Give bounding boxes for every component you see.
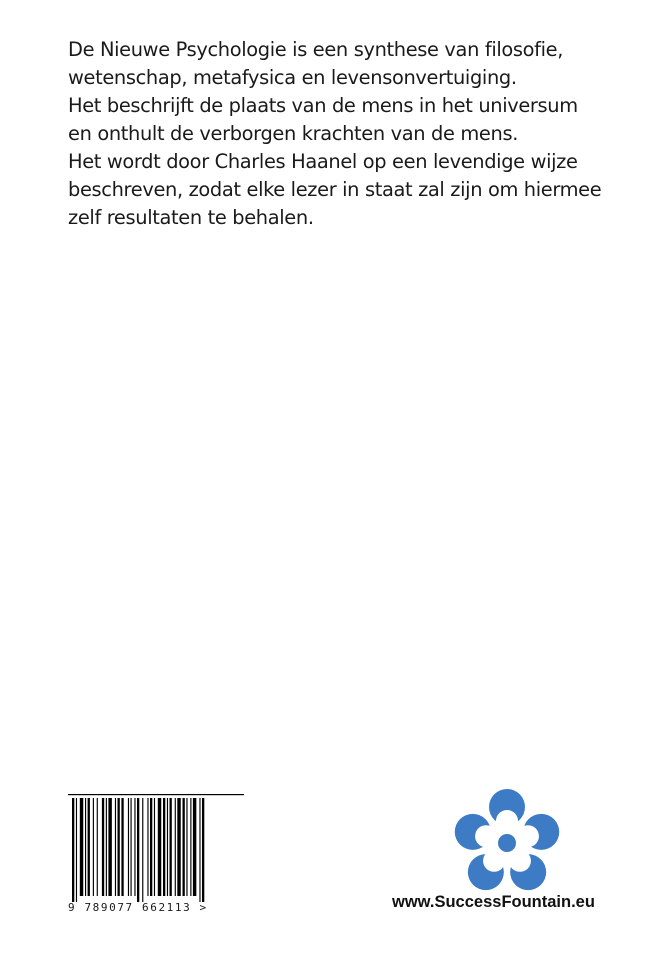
- barcode-bar: [115, 798, 116, 896]
- barcode-bar: [128, 798, 129, 896]
- blurb-line: zelf resultaten te behalen.: [68, 206, 314, 229]
- barcode-bar: [121, 798, 123, 896]
- barcode-bar: [147, 798, 148, 896]
- publisher-url: www.SuccessFountain.eu: [392, 893, 595, 911]
- barcode-bar: [190, 798, 191, 896]
- barcode-bar: [80, 798, 83, 896]
- barcode-bar: [150, 798, 152, 896]
- barcode-bar: [106, 798, 107, 896]
- success-fountain-logo-icon: [452, 788, 562, 898]
- barcode-bars: [68, 790, 244, 902]
- barcode-bar: [93, 798, 94, 896]
- logo-petal-notch: [475, 825, 497, 847]
- barcode-bar: [108, 798, 111, 896]
- barcode-bar: [72, 798, 74, 902]
- blurb-line: Het beschrijft de plaats van de mens in het universum: [68, 94, 578, 117]
- logo-petal-notch: [517, 825, 539, 847]
- barcode-bar: [170, 798, 172, 896]
- barcode-bar: [97, 798, 98, 896]
- barcode-bar: [193, 798, 196, 896]
- barcode-digits: 9 789077 662113 >: [68, 901, 208, 914]
- blurb-line: beschreven, zodat elke lezer in staat zal zijn om hiermee: [68, 178, 602, 201]
- barcode-bar: [175, 798, 176, 896]
- barcode-bar: [85, 798, 86, 896]
- logo-petal-notch: [496, 810, 518, 832]
- barcode-bar: [163, 798, 165, 896]
- barcode-bar: [186, 798, 187, 896]
- logo-petal-notch: [483, 850, 505, 872]
- blurb-line: en onthult de verborgen krachten van de mens.: [68, 122, 519, 145]
- blurb-line: wetenschap, metafysica en levensonvertuiging.: [68, 66, 517, 89]
- barcode-bar: [137, 798, 139, 902]
- barcode-top-rule: [68, 794, 244, 795]
- barcode-bar: [154, 798, 155, 896]
- blurb-line: Het wordt door Charles Haanel op een levendige wijze: [68, 150, 578, 173]
- logo-graphic: [452, 788, 562, 898]
- isbn-barcode: [68, 790, 244, 920]
- barcode-bar: [167, 798, 168, 896]
- barcode-bar: [102, 798, 104, 896]
- barcode-bar: [142, 798, 143, 902]
- barcode-bar: [131, 798, 132, 896]
- barcode-bar: [158, 798, 161, 896]
- barcode-bar: [177, 798, 180, 896]
- blurb-line: De Nieuwe Psychologie is een synthese van filosofie,: [68, 38, 564, 61]
- barcode-bar: [134, 798, 135, 896]
- barcode-bar: [118, 798, 120, 896]
- barcode-bar: [76, 798, 77, 902]
- barcode-bar: [88, 798, 90, 896]
- logo-petal-notch: [509, 850, 531, 872]
- barcode-bar: [202, 798, 204, 902]
- logo-center: [498, 834, 516, 852]
- back-cover-blurb: [68, 36, 638, 232]
- barcode-bar: [183, 798, 185, 896]
- barcode-bar: [199, 798, 200, 902]
